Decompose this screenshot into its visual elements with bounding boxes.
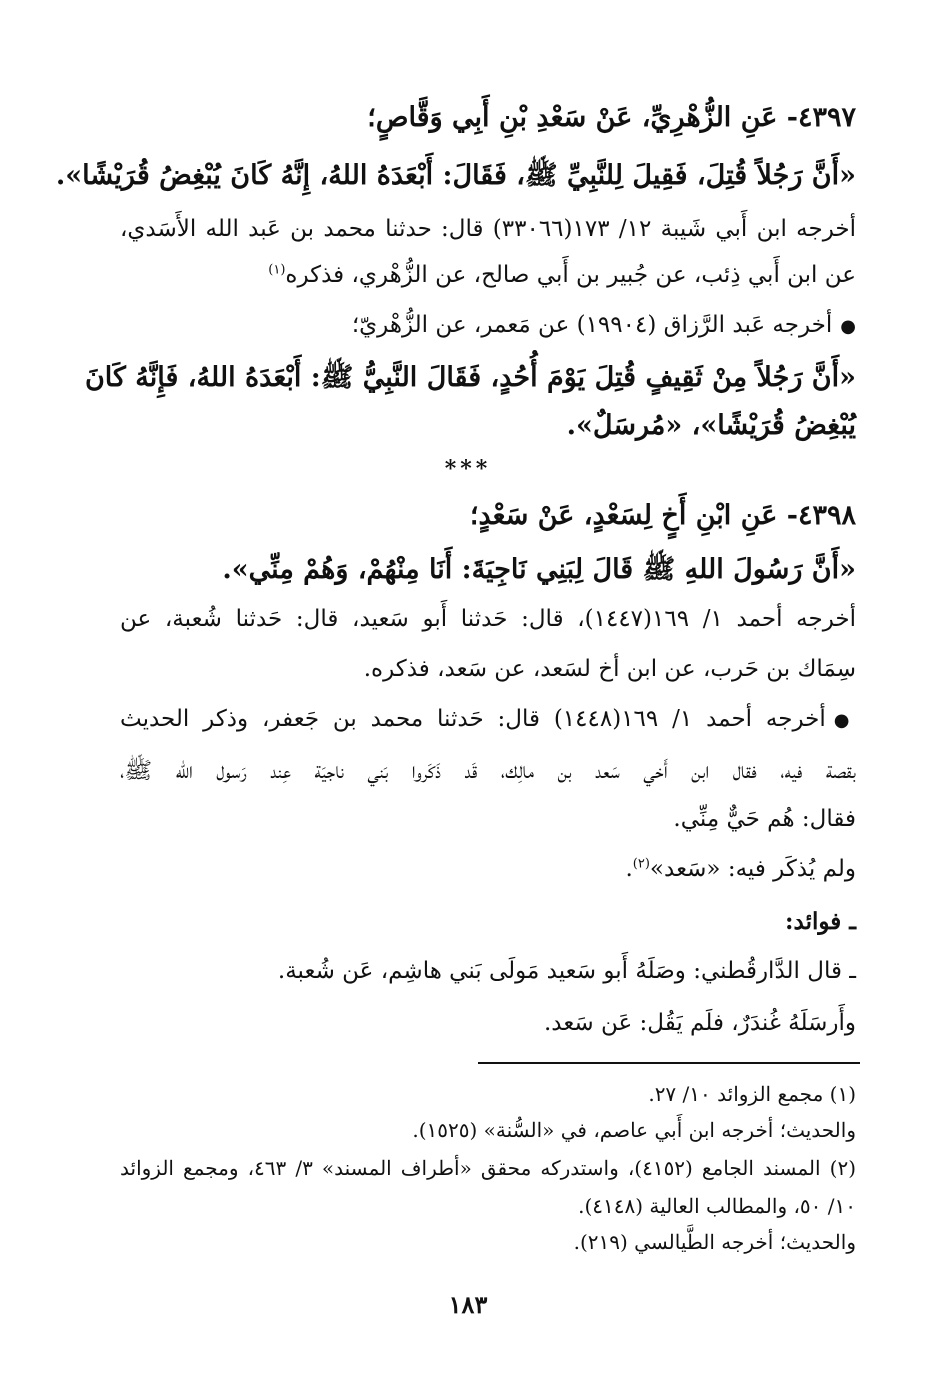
missing-note-4398: ولم يُذكَر فيه: «سَعد»$^{(٢)}$. bbox=[625, 856, 856, 882]
page-number: ١٨٣ bbox=[448, 1290, 488, 1319]
note-4398-line1: ●أخرجه أحمد ١/ ١٦٩(١٤٤٨) قال: حَدثنا محمد بن جَعفر، وذكر الحديث bbox=[120, 706, 856, 732]
footnote-2-line1: (٢) المسند الجامع (٤١٥٢)، واستدركه محقق «أطراف المسند» ٣/ ٤٦٣، ومجمع الزوائد bbox=[120, 1156, 856, 1180]
footnote-2-line3: والحديث؛ أخرجه الطَّيالسي (٢١٩). bbox=[573, 1230, 856, 1254]
fawaid-line2: وأَرسَلَهُ غُندَرٌ، فلَم يَقُل: عَن سَعد. bbox=[543, 1010, 856, 1036]
footnote-2-line2: ١٠/ ٥٠، والمطالب العالية (٤١٤٨). bbox=[578, 1194, 856, 1218]
note-4398-line2: بقصة فيه، فقال ابن أَخي سَعد بن مالِك، قَد ذَكَروا بَني ناجيَة عِند رَسول الله ﷺ، bbox=[120, 758, 856, 784]
hadith-matn-4398: «أَنَّ رَسُولَ اللهِ ﷺ قَالَ لِبَنِي نَاجِيَةَ: أَنَا مِنْهُمْ، وَهُمْ مِنِّي». bbox=[222, 554, 856, 585]
footnote-1-line1: (١) مجمع الزوائد ١٠/ ٢٧. bbox=[648, 1082, 856, 1106]
takhrij-4397-line1: أخرجه ابن أَبي شَيبة ١٢/ ١٧٣(٣٣٠٦٦) قال: حدثنا محمد بن عَبد الله الأَسَدي، bbox=[120, 216, 857, 242]
section-separator: *** bbox=[444, 456, 492, 482]
takhrij-4398-line2: سِمَاك بن حَرب، عن ابن أخ لسَعد، عن سَعد، فذكره. bbox=[363, 656, 856, 682]
footnote-ref-2: (٢) bbox=[632, 856, 650, 872]
footnote-divider bbox=[478, 1062, 860, 1064]
takhrij-4397-line2: عن ابن أَبي ذِئب، عن جُبير بن أَبي صالح، عن الزُّهْري، فذكره$^{(١)}$ bbox=[268, 262, 856, 288]
fawaid-title: ـ فوائد: bbox=[785, 908, 856, 935]
footnote-ref-1: (١) bbox=[268, 262, 286, 278]
takhrij-4398-line1: أخرجه أحمد ١/ ١٦٩(١٤٤٧)، قال: حَدثنا أَبو سَعيد، قال: حَدثنا شُعبة، عن bbox=[120, 606, 856, 632]
bullet-icon: ● bbox=[840, 316, 856, 337]
note-4398-line3: فقال: هُم حَيٌّ مِنِّي. bbox=[673, 806, 856, 832]
mursal-4397-line2: يُبْغِضُ قُرَيْشًا»، «مُرسَلٌ». bbox=[566, 410, 856, 441]
hadith-heading-4398: ٤٣٩٨- عَنِ ابْنِ أَخٍ لِسَعْدٍ، عَنْ سَعْدٍ؛ bbox=[469, 500, 856, 531]
hadith-matn-4397: «أَنَّ رَجُلاً قُتِلَ، فَقِيلَ لِلنَّبِيِّ ﷺ، فَقَالَ: أَبْعَدَهُ اللهُ، إِنَّهُ كَانَ يُبْغِضُ قُرَيْشًا». bbox=[55, 160, 856, 191]
footnote-1-line2: والحديث؛ أخرجه ابن أَبي عاصم، في «السُّنة» (١٥٢٥). bbox=[412, 1118, 856, 1142]
mursal-4397-line1: «أَنَّ رَجُلاً مِنْ ثَقِيفٍ قُتِلَ يَوْمَ أُحُدٍ، فَقَالَ النَّبِيُّ ﷺ: أَبْعَدَهُ اللهُ، فَإِنَّهُ كَانَ bbox=[84, 362, 856, 393]
bullet-icon: ● bbox=[833, 710, 856, 731]
fawaid-line1: ـ قال الدَّارقُطني: وصَلَهُ أَبو سَعيد مَولَى بَني هاشِم، عَن شُعبة. bbox=[277, 958, 856, 984]
note-4397: ●أخرجه عَبد الرَّزاق (١٩٩٠٤) عن مَعمر، عن الزُّهْريّ؛ bbox=[351, 312, 856, 338]
hadith-heading-4397: ٤٣٩٧- عَنِ الزُّهْرِيِّ، عَنْ سَعْدِ بْنِ أَبِي وَقَّاصٍ؛ bbox=[367, 102, 856, 133]
